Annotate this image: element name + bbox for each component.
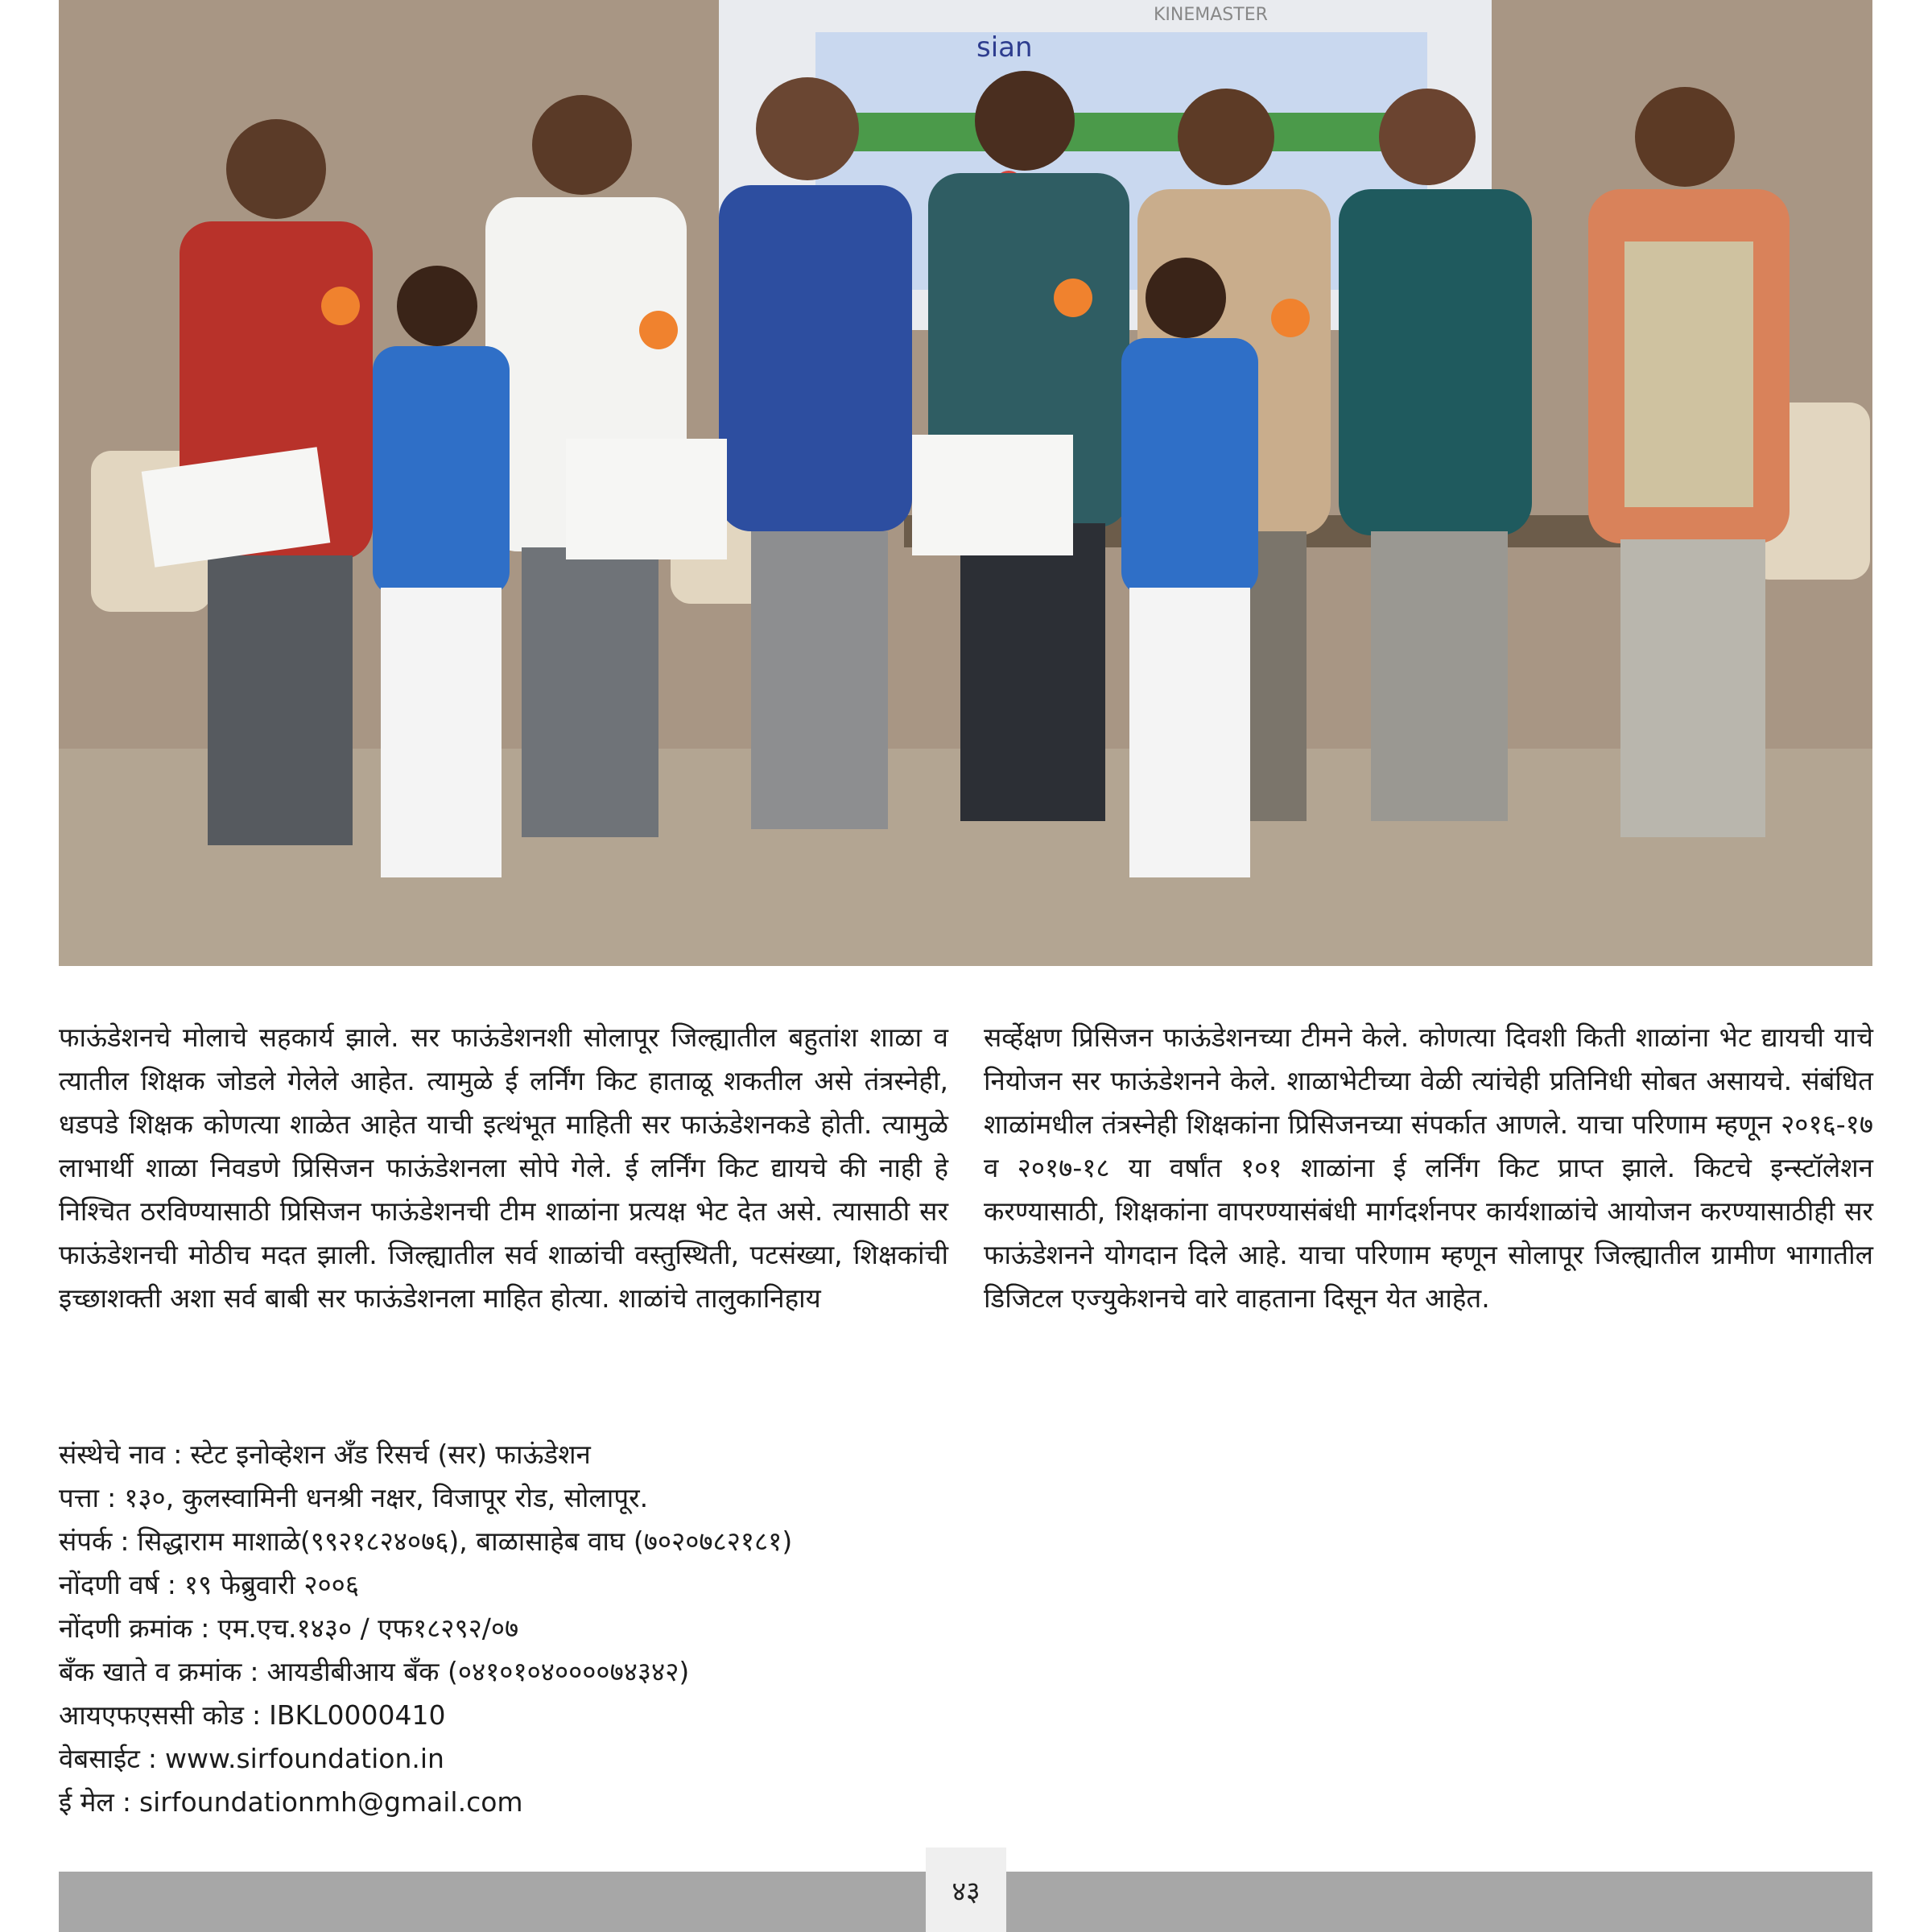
info-separator: : [167, 1569, 176, 1600]
info-row-email [59, 1781, 1025, 1824]
info-row-registration-number [59, 1607, 1025, 1650]
email-link[interactable]: sirfoundationmh@gmail.com [138, 1786, 523, 1818]
info-separator: : [107, 1482, 117, 1513]
page-number: ४३ [926, 1847, 1006, 1932]
girl-2 [1121, 258, 1258, 877]
info-separator: : [147, 1743, 158, 1774]
info-label: पत्ता [59, 1482, 100, 1513]
info-separator: : [200, 1612, 210, 1644]
info-value: एम.एच.१४३० / एफ१८२९२/०७ [217, 1612, 519, 1644]
info-separator: : [250, 1656, 259, 1687]
info-value: १३०, कुलस्वामिनी धनश्री नक्षर, विजापूर रोड, सोलापूर. [124, 1482, 649, 1513]
info-label: नोंदणी क्रमांक [59, 1612, 193, 1644]
event-photo [59, 0, 1872, 966]
info-value: IBKL0000410 [269, 1699, 446, 1731]
info-value: स्टेट इनोव्हेशन अँड रिसर्च (सर) फाऊंडेशन [190, 1439, 591, 1470]
projector-watermark-text: KINEMASTER [1154, 5, 1268, 25]
info-value: १९ फेब्रुवारी २००६ [184, 1569, 359, 1600]
article-right-column: सर्व्हेक्षण प्रिसिजन फाऊंडेशनच्या टीमने केले. कोणत्या दिवशी किती शाळांना भेट द्यायची याचे नियोजन सर फाऊंडेशनने केले. शाळाभेटीच्या वेळी त्यांचेही प्रतिनिधी सोबत असायचे. संबंधित शाळांमधील तंत्रस्नेही शिक्षकांना प्रिसिजनच्या संपर्कात आणले. याचा परिणाम म्हणून २०१६-१७ व २०१७-१८ या वर्षांत १०१ शाळांना ई लर्निंग किट प्राप्त झाले. किटचे इन्स्टॉलेशन करण्यासाठी, शिक्षकांना वापरण्यासंबंधी मार्गदर्शनपर कार्यशाळांचे आयोजन करण्यासाठीही सर फाऊंडेशनने योगदान दिले आहे. याचा परिणाम म्हणून सोलापूर जिल्ह्यातील ग्रामीण भागातील डिजिटल एज्युकेशनचे वारे वाहताना दिसून येत आहेत. [984, 1022, 1873, 1314]
info-label: बँक खाते व क्रमांक [59, 1656, 242, 1687]
event-photo-illustration [59, 0, 1872, 966]
info-value: आयडीबीआय बँक (०४१०१०४००००७४३४२) [266, 1656, 690, 1687]
info-label: ई मेल [59, 1786, 114, 1818]
info-label: नोंदणी वर्ष [59, 1569, 159, 1600]
info-label: आयएफएससी कोड [59, 1699, 245, 1731]
info-row-address [59, 1476, 1025, 1520]
info-separator: : [173, 1439, 183, 1470]
organisation-info [59, 1433, 1025, 1824]
info-separator: : [122, 1786, 131, 1818]
info-label: संस्थेचे नाव [59, 1439, 166, 1470]
info-row-ifsc [59, 1694, 1025, 1737]
info-separator: : [120, 1525, 130, 1557]
info-separator: : [252, 1699, 262, 1731]
article-left-column: फाऊंडेशनचे मोलाचे सहकार्य झाले. सर फाऊंडेशनशी सोलापूर जिल्ह्यातील बहुतांश शाळा व त्यातील शिक्षक जोडले गेलेले आहेत. त्यामुळे ई लर्निंग किट हाताळू शकतील असे तंत्रस्नेही, धडपडे शिक्षक कोणत्या शाळेत आहेत याची इत्थंभूत माहिती सर फाऊंडेशनकडे होती. त्यामुळे लाभार्थी शाळा निवडणे प्रिसिजन फाऊंडेशनला सोपे गेले. ई लर्निंग किट द्यायचे की नाही हे निश्चित ठरविण्यासाठी प्रिसिजन फाऊंडेशनची टीम शाळांना प्रत्यक्ष भेट देत असे. त्यासाठी सर फाऊंडेशनची मोठीच मदत झाली. जिल्ह्यातील सर्व शाळांची वस्तुस्थिती, पटसंख्या, शिक्षकांची इच्छाशक्ती अशा सर्व बाबी सर फाऊंडेशनला माहित होत्या. शाळांचे तालुकानिहाय [59, 1022, 948, 1314]
info-label: संपर्क [59, 1525, 113, 1557]
info-row-registration-year [59, 1563, 1025, 1607]
info-row-website [59, 1737, 1025, 1781]
slide-banner-text: sian [976, 31, 1033, 64]
girl-1 [373, 266, 510, 877]
info-value: सिद्धाराम माशाळे(९९२१८२४०७६), बाळासाहेब वाघ (७०२०७८२१८१) [137, 1525, 793, 1557]
website-link[interactable]: www.sirfoundation.in [165, 1743, 444, 1774]
info-row-contact [59, 1520, 1025, 1563]
info-row-bank-account [59, 1650, 1025, 1694]
info-label: वेबसाईट [59, 1743, 140, 1774]
info-row-name [59, 1433, 1025, 1476]
